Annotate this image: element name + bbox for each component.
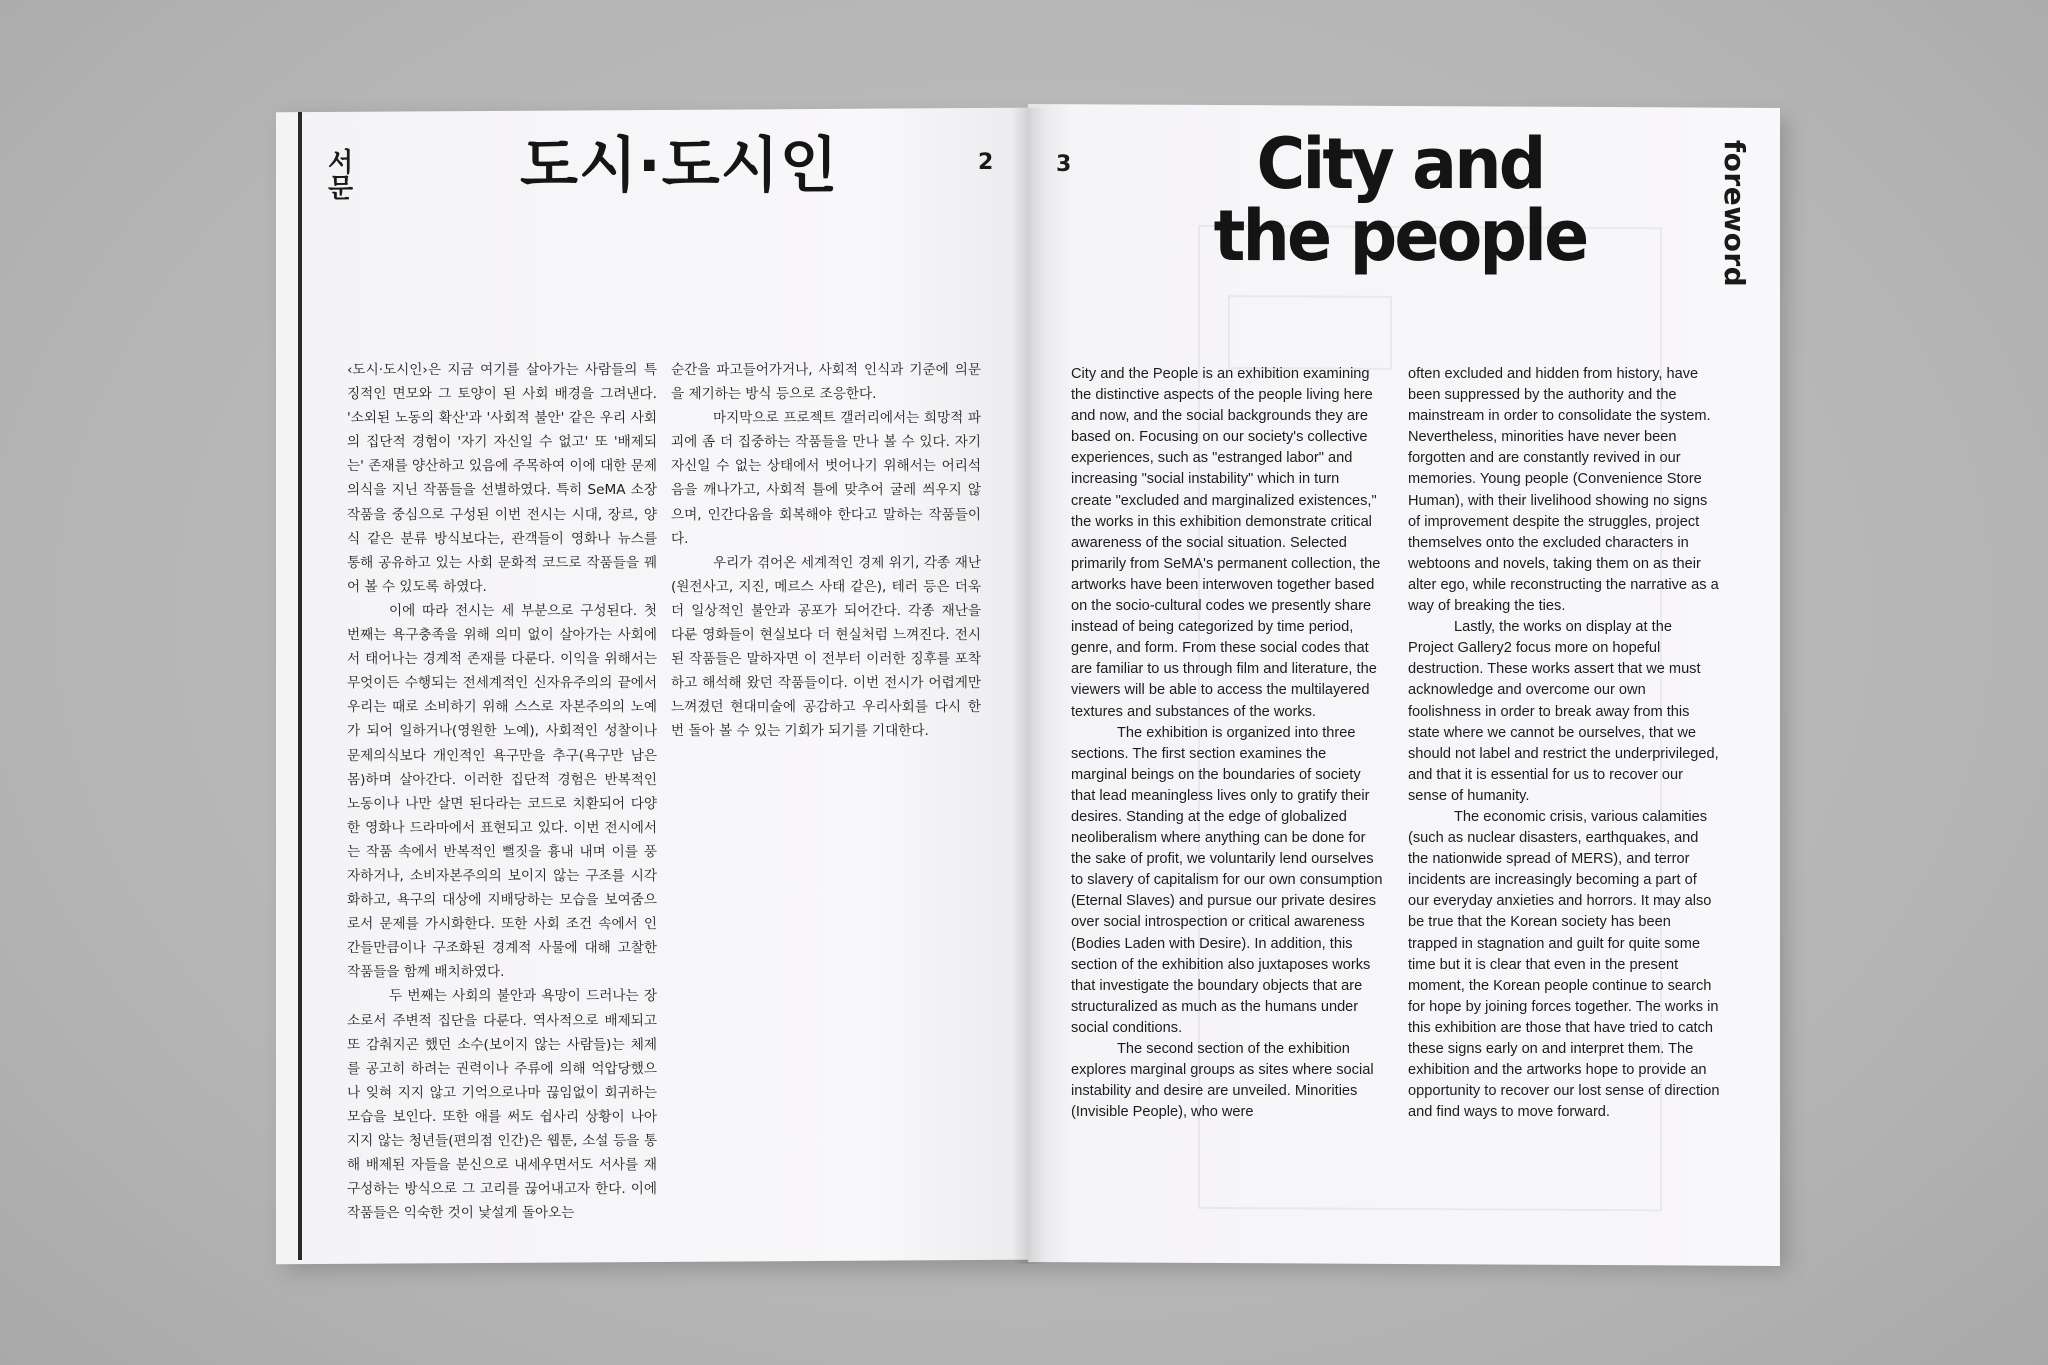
paragraph: 이에 따라 전시는 세 부분으로 구성된다. 첫 번째는 욕구충족을 위해 의미 없이 살아가는 사회에서 태어나는 경계적 존재를 다룬다. 이익을 위해서는 무엇이든 수행되는 전세계적인 신자유주의의 끝에서 우리는 때로 소비하기 위해 스스로 자본주의의 노예가 되어 일하거나(영원한 노예), 사회적인 성찰이나 문제의식보다 개인적인 욕구만을 추구(욕구만 남은 몸)하며 살아간다. 이러한 집단적 경험은 반복적인 노동이나 나만 살면 된다라는 코드로 치환되어 다양한 영화나 드라마에서 표현되고 있다. 이번 전시에서는 작품 속에서 반복적인 뻘짓을 흉내 내며 이를 풍자하거나, 소비자본주의의 보이지 않는 구조를 시각화하고, 욕구의 대상에 지배당하는 모습을 보여줌으로서 문제를 가시화한다. 또한 사회 조건 속에서 인간들만큼이나 구조화된 경계적 사물에 대해 고찰한 작품들을 함께 배치하였다.: [347, 602, 657, 981]
english-text-column-1: [1071, 364, 1383, 1123]
title-line-1: City and: [1256, 123, 1544, 205]
vertical-section-label-en: foreword: [1718, 140, 1751, 288]
book-gutter: [1012, 108, 1046, 1264]
paragraph: The economic crisis, various calamities (such as nuclear disasters, earthquakes, and the nationwide spread of MERS), and terror incidents are increasingly becoming a part of our everyday anxieties and horrors. It may also be true that the Korean society has been trapped in stagnation and guilt for quite some time but it is clear that even in the present moment, the Korean people continue to search for hope by joining forces together. The works in this exhibition are those that have tried to catch these signs early on and interpret them. The exhibition and the artworks hope to provide an opportunity to recover our lost sense of direction and find ways to move forward.: [1408, 808, 1720, 1121]
paragraph: Lastly, the works on display at the Project Gallery2 focus more on hopeful destruction. These works assert that we must acknowledge and overcome our own foolishness in order to break away from this state where we cannot be ourselves, that we should not label and restrict the underprivileged, and that it is essential for us to recover our sense of humanity.: [1408, 619, 1719, 804]
page-title-en: [1191, 123, 1609, 277]
paragraph: often excluded and hidden from history, have been suppressed by the authority and the mainstream in order to consolidate the system. Nevertheless, minorities have never been forgotten and are constantly revived in our memories. Young people (Convenience Store Human), with their livelihood showing no signs of improvement despite the struggles, project themselves onto the excluded characters in webtoons and novels, taking them on as their alter ego, while reconstructing the narrative as a way of breaking the ties.: [1408, 366, 1719, 615]
paragraph: ‹도시·도시인›은 지금 여기를 살아가는 사람들의 특징적인 면모와 그 토양이 된 사회 배경을 그려낸다. '소외된 노동의 확산'과 '사회적 불안' 같은 우리 사회의 집단적 경험이 '자기 자신일 수 없고' 또 '배제되는' 존재를 양산하고 있음에 주목하여 이에 대한 문제의식을 지닌 작품들을 선별하였다. 특히 SeMA 소장작품을 중심으로 구성된 이번 전시는 시대, 장르, 양식 같은 분류 방식보다는, 관객들이 영화나 뉴스를 통해 공유하고 있는 사회 문화적 코드로 작품들을 꿰어 볼 수 있도록 하였다.: [347, 362, 657, 595]
page-number-left: 2: [978, 150, 994, 175]
paragraph: 순간을 파고들어가거나, 사회적 인식과 기준에 의문을 제기하는 방식 등으로 조응한다.: [671, 362, 981, 403]
korean-text-column-1: [347, 358, 657, 1225]
page-binding-edge: [298, 112, 302, 1260]
page-number-right: 3: [1056, 152, 1072, 177]
korean-text-column-2: [671, 358, 981, 744]
show-through-block: [1228, 295, 1392, 370]
page-title-kr: 도시·도시인: [520, 131, 839, 201]
paragraph: The exhibition is organized into three sections. The first section examines the marginal beings on the boundaries of society that lead meaningless lives only to gratify their desires. Standing at the edge of globalized neoliberalism where anything can be done for the sake of profit, we voluntarily lend ourselves to slavery of capitalism for our own consumption (Eternal Slaves) and pursue our private desires over social introspection or critical awareness (Bodies Laden with Desire). In addition, this section of the exhibition also juxtaposes works that investigate the boundary objects that are structuralized as much as the humans under social conditions.: [1071, 724, 1383, 1036]
title-line-2: the people: [1213, 195, 1587, 277]
english-text-column-2: [1408, 364, 1720, 1123]
paragraph: The second section of the exhibition explores marginal groups as sites where social instability and desire are unveiled. Minorities (Invisible People), who were: [1071, 1041, 1374, 1121]
paragraph: City and the People is an exhibition examining the distinctive aspects of the people living here and now, and the social backgrounds they are based on. Focusing on our society's collective experiences, such as "estranged labor" and increasing "social instability" which in turn create "excluded and marginalized existences," the works in this exhibition demonstrate critical awareness of the social situation. Selected primarily from SeMA's permanent collection, the artworks have been interwoven together based on the socio-cultural codes we presently share instead of being categorized by time period, genre, and form. From these social codes that are familiar to us through film and literature, the viewers will be able to access the multilayered textures and substances of the works.: [1071, 366, 1381, 720]
paragraph: 우리가 겪어온 세계적인 경제 위기, 각종 재난(원전사고, 지진, 메르스 사태 같은), 테러 등은 더욱 더 일상적인 불안과 공포가 되어간다. 각종 재난을 다룬 영화들이 현실보다 더 현실처럼 느껴진다. 전시된 작품들은 말하자면 이 전부터 이러한 징후를 포착하고 해석해 왔던 작품들이다. 이번 전시가 어렵게만 느껴졌던 현대미술에 공감하고 우리사회를 다시 한번 돌아 볼 수 있는 기회가 되기를 기대한다.: [671, 554, 981, 740]
paragraph: 두 번째는 사회의 불안과 욕망이 드러나는 장소로서 주변적 집단을 다룬다. 역사적으로 배제되고 또 감춰지곤 했던 소수(보이지 않는 사람들)는 체제를 공고히 하려는 권력이나 주류에 의해 억압당했으나 잊혀 지지 않고 기억으로나마 끊임없이 회귀하는 모습을 보인다. 또한 애를 써도 쉽사리 상황이 나아지지 않는 청년들(편의점 인간)은 웹툰, 소설 등을 통해 배제된 자들을 분신으로 내세우면서도 서사를 재구성하는 방식으로 그 고리를 끊어내고자 한다. 이에 작품들은 익숙한 것이 낯설게 돌아오는: [347, 988, 658, 1222]
paragraph: 마지막으로 프로젝트 갤러리에서는 희망적 파괴에 좀 더 집중하는 작품들을 만나 볼 수 있다. 자기 자신일 수 없는 상태에서 벗어나기 위해서는 어리석음을 깨나가고, 사회적 틀에 맞추어 굴레 씌우지 않으며, 인간다움을 회복해야 한다고 말하는 작품들이다.: [671, 410, 981, 547]
vertical-section-label-kr: 서문: [323, 148, 353, 200]
